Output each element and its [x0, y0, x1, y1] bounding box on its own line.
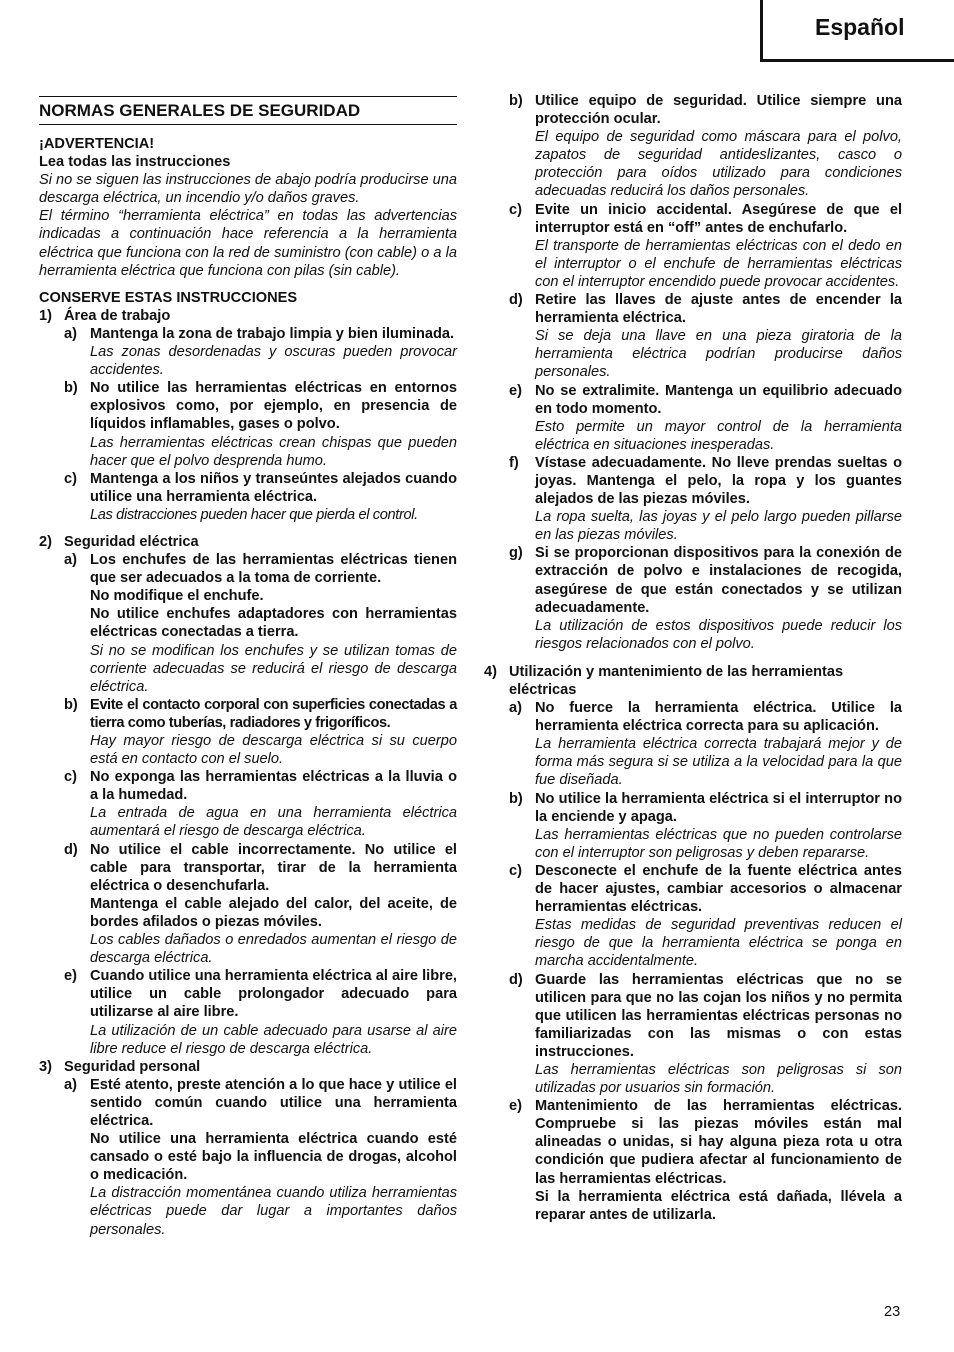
- language-tab: [760, 0, 954, 62]
- item-instruction: No utilice la herramienta eléctrica si el interruptor no la enciende y apaga.: [535, 790, 902, 825]
- item-label: b): [509, 93, 523, 109]
- item-instruction: Desconecte el enchufe de la fuente eléctrica antes de hacer ajustes, cambiar accesorios o almacenar herramientas eléctricas.: [535, 862, 902, 916]
- item-explanation: La distracción momentánea cuando utiliza herramientas eléctricas puede dar lugar a importantes daños personales.: [90, 1185, 457, 1238]
- list-item: [484, 862, 902, 971]
- item-instruction: Cuando utilice una herramienta eléctrica al aire libre, utilice un cable prolongador adecuado para utilizarse al aire libre.: [90, 968, 457, 1021]
- item-label: b): [64, 380, 78, 397]
- item-instruction: Esté atento, preste atención a lo que hace y utilice el sentido común cuando utilice una herramienta eléctrica.: [90, 1076, 457, 1129]
- section-title: Seguridad eléctrica: [64, 533, 199, 550]
- list-item: [484, 454, 902, 544]
- item-explanation: Las herramientas eléctricas crean chispas que pueden hacer que el polvo desprenda humo.: [90, 434, 457, 469]
- item-instruction: Vístase adecuadamente. No lleve prendas sueltas o joyas. Mantenga el pelo, la ropa y los guantes alejados de las piezas móviles.: [535, 454, 902, 508]
- item-instruction: No se extralimite. Mantenga un equilibrio adecuado en todo momento.: [535, 382, 902, 417]
- list-item: [39, 325, 457, 379]
- item-explanation: Si no se modifican los enchufes y se utilizan tomas de corriente adecuadas se reducirá el riesgo de descarga eléctrica.: [90, 642, 457, 695]
- section-number: 4): [484, 663, 497, 680]
- item-instruction: Los enchufes de las herramientas eléctricas tienen que ser adecuados a la toma de corriente.: [90, 552, 457, 587]
- page-title: NORMAS GENERALES DE SEGURIDAD: [39, 96, 457, 125]
- left-column: [39, 92, 457, 1239]
- item-explanation: Las herramientas eléctricas son peligrosas si son utilizadas por usuarios sin formación.: [535, 1061, 902, 1097]
- list-item: [39, 967, 457, 1057]
- item-label: c): [64, 470, 77, 487]
- item-instruction: Mantenimiento de las herramientas eléctricas. Compruebe si las piezas móviles están mal alineadas o unidas, si hay alguna pieza rota u otra condición que pudiera afectar al funcionamiento de las herramientas eléctricas.: [535, 1098, 902, 1187]
- language-label: Español: [815, 14, 905, 40]
- section-heading: [39, 533, 457, 551]
- item-explanation: La entrada de agua en una herramienta eléctrica aumentará el riesgo de descarga eléctrica.: [90, 805, 457, 840]
- item-label: e): [509, 1098, 522, 1115]
- item-instruction: No utilice las herramientas eléctricas en entornos explosivos como, por ejemplo, en presencia de líquidos inflamables, gases o polvo.: [90, 380, 457, 433]
- item-label: a): [509, 700, 522, 717]
- item-label: b): [64, 696, 78, 713]
- item-label: a): [64, 1076, 77, 1093]
- item-instruction: No exponga las herramientas eléctricas a la lluvia o a la humedad.: [90, 769, 457, 804]
- section-heading: [39, 307, 457, 325]
- item-explanation: El equipo de seguridad como máscara para el polvo, zapatos de seguridad antideslizantes, casco o protección para oídos utilizado para condiciones adecuadas reducirá los daños personales.: [535, 129, 902, 200]
- list-item: [484, 699, 902, 789]
- item-explanation: Las herramientas eléctricas que no pueden controlarse con el interruptor son peligrosas y deben repararse.: [535, 826, 902, 861]
- list-item: [39, 1076, 457, 1239]
- item-instruction: No utilice el cable incorrectamente. No utilice el cable para transportar, tirar de la herramienta eléctrica o desenchufarla.: [90, 841, 457, 894]
- item-label: d): [64, 841, 78, 858]
- section-title: Seguridad personal: [64, 1058, 201, 1075]
- item-instruction: Si se proporcionan dispositivos para la conexión de extracción de polvo e instalaciones de recogida, asegúrese de que están conectados y se utilizan adecuadamente.: [535, 545, 902, 616]
- item-explanation: La utilización de un cable adecuado para usarse al aire libre reduce el riesgo de descarga eléctrica.: [90, 1022, 457, 1057]
- item-instruction: No fuerce la herramienta eléctrica. Utilice la herramienta eléctrica correcta para su aplicación.: [535, 700, 902, 735]
- list-item: [39, 470, 457, 524]
- item-instruction: Retire las llaves de ajuste antes de encender la herramienta eléctrica.: [535, 292, 902, 327]
- list-item: [39, 696, 457, 768]
- section-number: 3): [39, 1058, 52, 1075]
- item-explanation: La herramienta eléctrica correcta trabajará mejor y de forma más segura si se utiliza a la velocidad para la que fue diseñada.: [535, 736, 902, 789]
- item-label: d): [509, 292, 523, 309]
- keep-instructions: CONSERVE ESTAS INSTRUCCIONES: [39, 289, 298, 306]
- list-item: [484, 1097, 902, 1224]
- item-explanation: Los cables dañados o enredados aumentan el riesgo de descarga eléctrica.: [90, 932, 457, 967]
- item-instruction: Mantenga el cable alejado del calor, del aceite, de bordes afilados o piezas móviles.: [90, 895, 457, 930]
- list-item: [39, 551, 457, 696]
- list-item: [39, 768, 457, 840]
- item-instruction: No modifique el enchufe.: [90, 588, 264, 605]
- list-item: [484, 201, 902, 291]
- list-item: [484, 544, 902, 653]
- page-number: 23: [884, 1304, 901, 1320]
- item-label: c): [509, 201, 522, 218]
- item-instruction: Evite un inicio accidental. Asegúrese de que el interruptor está en “off” antes de enchufarlo.: [535, 201, 902, 236]
- list-item: [484, 291, 902, 381]
- item-instruction: Evite el contacto corporal con superficies conectadas a tierra como tuberías, radiadores y frigoríficos.: [90, 696, 457, 731]
- list-item: [39, 841, 457, 968]
- item-label: e): [64, 968, 77, 985]
- list-item: [39, 379, 457, 469]
- list-item: [484, 92, 902, 201]
- item-label: a): [64, 325, 77, 342]
- list-item: [484, 382, 902, 454]
- item-instruction: No utilice una herramienta eléctrica cuando esté cansado o esté bajo la influencia de drogas, alcohol o medicación.: [90, 1131, 457, 1184]
- item-instruction: No utilice enchufes adaptadores con herramientas eléctricas conectadas a tierra.: [90, 606, 457, 641]
- list-item: [484, 790, 902, 862]
- section-title: Área de trabajo: [64, 307, 171, 324]
- item-explanation: Las zonas desordenadas y oscuras pueden provocar accidentes.: [90, 344, 457, 379]
- item-explanation: Esto permite un mayor control de la herramienta eléctrica en situaciones inesperadas.: [535, 418, 902, 453]
- item-label: a): [64, 552, 77, 569]
- item-label: c): [64, 769, 77, 786]
- item-explanation: Si se deja una llave en una pieza giratoria de la herramienta eléctrica podrían producirse daños personales.: [535, 328, 902, 381]
- item-instruction: Mantenga la zona de trabajo limpia y bien iluminada.: [90, 325, 455, 342]
- item-instruction: Guarde las herramientas eléctricas que no se utilicen para que no las cojan los niños y no permita que utilicen las herramientas eléctricas personas no familiarizadas con las mismas o con estas instrucciones.: [535, 971, 902, 1060]
- intro-paragraph: El término “herramienta eléctrica” en todas las advertencias indicadas a continuación hace referencia a la herramienta eléctrica que funciona con la red de suministro (con cable) o a la herramienta eléctrica que funciona con pilas (sin cable).: [39, 208, 457, 279]
- item-instruction: Si la herramienta eléctrica está dañada, llévela a reparar antes de utilizarla.: [535, 1188, 902, 1223]
- item-explanation: La utilización de estos dispositivos puede reducir los riesgos relacionados con el polvo.: [535, 617, 902, 652]
- item-label: e): [509, 382, 522, 399]
- item-label: d): [509, 971, 523, 988]
- item-label: f): [509, 454, 519, 471]
- item-explanation: Estas medidas de seguridad preventivas reducen el riesgo de que la herramienta eléctrica se ponga en marcha accidentalmente.: [535, 917, 902, 970]
- list-item: [484, 971, 902, 1098]
- read-instructions: Lea todas las instrucciones: [39, 154, 231, 171]
- item-explanation: La ropa suelta, las joyas y el pelo largo pueden pillarse en las piezas móviles.: [535, 509, 902, 544]
- item-label: c): [509, 862, 522, 879]
- section-heading: [39, 1058, 457, 1076]
- item-explanation: Las distracciones pueden hacer que pierda el control.: [90, 506, 418, 523]
- section-heading: [484, 663, 902, 699]
- item-explanation: El transporte de herramientas eléctricas con el dedo en el interruptor o el enchufe de herramientas eléctricas con el interruptor encendido puede provocar accidentes.: [535, 237, 902, 290]
- item-label: b): [509, 790, 523, 807]
- right-column: [484, 92, 902, 1224]
- section-title: Utilización y mantenimiento de las herramientas eléctricas: [509, 663, 844, 698]
- item-label: g): [509, 545, 523, 562]
- item-instruction: Mantenga a los niños y transeúntes alejados cuando utilice una herramienta eléctrica.: [90, 470, 457, 505]
- intro-paragraph: Si no se siguen las instrucciones de abajo podría producirse una descarga eléctrica, un incendio y/o daños graves.: [39, 172, 457, 207]
- section-number: 1): [39, 307, 52, 324]
- item-instruction: Utilice equipo de seguridad. Utilice siempre una protección ocular.: [535, 93, 902, 128]
- item-explanation: Hay mayor riesgo de descarga eléctrica si su cuerpo está en contacto con el suelo.: [90, 733, 457, 768]
- section-number: 2): [39, 533, 52, 550]
- warning-heading: ¡ADVERTENCIA!: [39, 136, 155, 152]
